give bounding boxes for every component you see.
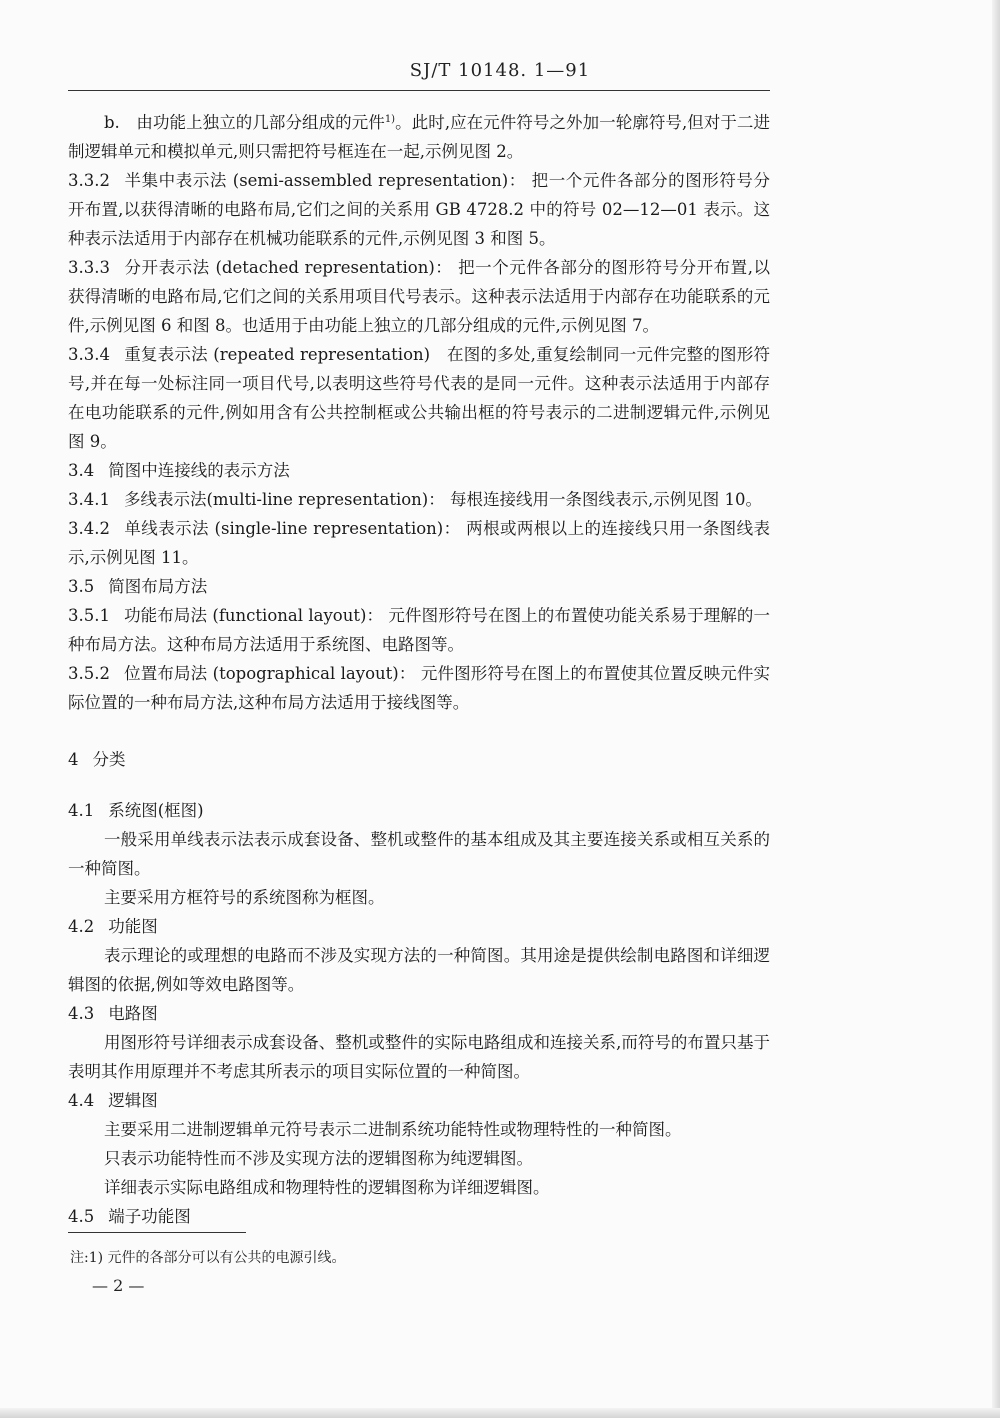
section-3-3-2 [68,166,770,253]
section-heading: 系统图(框图) [108,801,204,820]
chapter-heading: 分类 [92,750,126,769]
section-4-1-para-1: 一般采用单线表示法表示成套设备、整机或整件的基本组成及其主要连接关系或相互关系的一种简图。 [68,830,770,878]
section-heading: 逻辑图 [108,1091,158,1110]
section-3-3-4 [68,340,770,456]
section-number: 3.3.3 [68,258,110,277]
section-3-5-1 [68,601,770,659]
section-heading: 电路图 [108,1004,158,1023]
section-number: 3.4.1 [68,490,110,509]
footnote: 注:1) 元件的各部分可以有公共的电源引线。 [70,1250,346,1266]
section-text: 位置布局法 (topographical layout)： 元件图形符号在图上的布置使其位置反映元件实际位置的一种布局方法,这种布局方法适用于接线图等。 [68,664,770,712]
section-4-4-para-3: 详细表示实际电路组成和物理特性的逻辑图称为详细逻辑图。 [104,1178,550,1197]
section-4-2-para-1: 表示理论的或理想的电路而不涉及实现方法的一种简图。其用途是提供绘制电路图和详细逻辑图的依据,例如等效电路图等。 [68,946,770,994]
section-number: 3.5 [68,577,95,596]
section-heading: 端子功能图 [108,1207,191,1226]
section-number: 3.5.1 [68,606,110,625]
section-text: 多线表示法(multi-line representation)： 每根连接线用一条图线表示,示例见图 10。 [123,490,762,509]
section-4-5 [68,1202,770,1231]
section-number: 4.3 [68,1004,95,1023]
clause-b [68,108,770,166]
standard-code-header: SJ/T 10148. 1—91 [409,60,591,81]
section-text: 单线表示法 (single-line representation)： 两根或两根以上的连接线只用一条图线表示,示例见图 11。 [68,519,770,567]
section-3-4 [68,456,770,485]
section-text: 功能布局法 (functional layout)： 元件图形符号在图上的布置使功能关系易于理解的一种布局方法。这种布局方法适用于系统图、电路图等。 [68,606,770,654]
section-4-4-para-2: 只表示功能特性而不涉及实现方法的逻辑图称为纯逻辑图。 [104,1149,533,1168]
section-4-2 [68,912,770,941]
section-4-4 [68,1086,770,1115]
section-3-4-2 [68,514,770,572]
section-number: 3.3.2 [68,171,110,190]
section-3-5 [68,572,770,601]
clause-b-rest: 。此时,应在元件符号之外加一轮廓符号,但对于二进制逻辑单元和模拟单元,则只需把符号框连在一起,示例见图 2。 [68,113,770,161]
section-number: 4.4 [68,1091,95,1110]
section-number: 3.4 [68,461,95,480]
section-3-3-3 [68,253,770,340]
page-number: — 2 — [92,1276,145,1295]
footnote-rule [68,1232,246,1233]
section-heading: 功能图 [108,917,158,936]
section-heading: 简图布局方法 [108,577,208,596]
section-number: 4.1 [68,801,95,820]
clause-b-text: b. 由功能上独立的几部分组成的元件 [104,113,385,132]
section-heading: 简图中连接线的表示方法 [108,461,290,480]
section-text: 分开表示法 (detached representation)： 把一个元件各部分的图形符号分开布置,以获得清晰的电路布局,它们之间的关系用项目代号表示。这种表示法适用于内部存在功能联系的元件,示例见图 6 和图 8。也适用于由功能上独立的几部分组成的元件,示例见图 7。 [68,258,770,335]
section-number: 4.5 [68,1207,95,1226]
page-edge-bottom [0,1408,1000,1418]
footnote-ref: 1) [384,114,396,125]
section-4-1-para-2: 主要采用方框符号的系统图称为框图。 [104,888,385,907]
page-edge-right [992,0,1000,1418]
section-3-4-1 [68,485,770,514]
section-number: 3.3.4 [68,345,110,364]
section-4-3 [68,999,770,1028]
section-3-5-2 [68,659,770,717]
section-number: 3.5.2 [68,664,110,683]
section-4-3-para-1: 用图形符号详细表示成套设备、整机或整件的实际电路组成和连接关系,而符号的布置只基于表明其作用原理并不考虑其所表示的项目实际位置的一种简图。 [68,1033,770,1081]
section-text: 半集中表示法 (semi-assembled representation)： 把一个元件各部分的图形符号分开布置,以获得清晰的电路布局,它们之间的关系用 GB 4728.2 中的符号 02—12—01 表示。这种表示法适用于内部存在机械功能联系的元件,示例见图 3 和图 5。 [68,171,770,248]
header-rule [68,90,770,91]
section-4-1 [68,796,770,825]
chapter-4 [68,745,770,774]
section-number: 4 [68,750,79,769]
section-number: 4.2 [68,917,95,936]
section-text: 重复表示法 (repeated representation) 在图的多处,重复绘制同一元件完整的图形符号,并在每一处标注同一项目代号,以表明这些符号代表的是同一元件。这种表示法适用于内部存在电功能联系的元件,例如用含有公共控制框或公共输出框的符号表示的二进制逻辑元件,示例见图 9。 [68,345,770,451]
section-number: 3.4.2 [68,519,110,538]
page-content [68,108,770,1231]
section-4-4-para-1: 主要采用二进制逻辑单元符号表示二进制系统功能特性或物理特性的一种简图。 [104,1120,682,1139]
